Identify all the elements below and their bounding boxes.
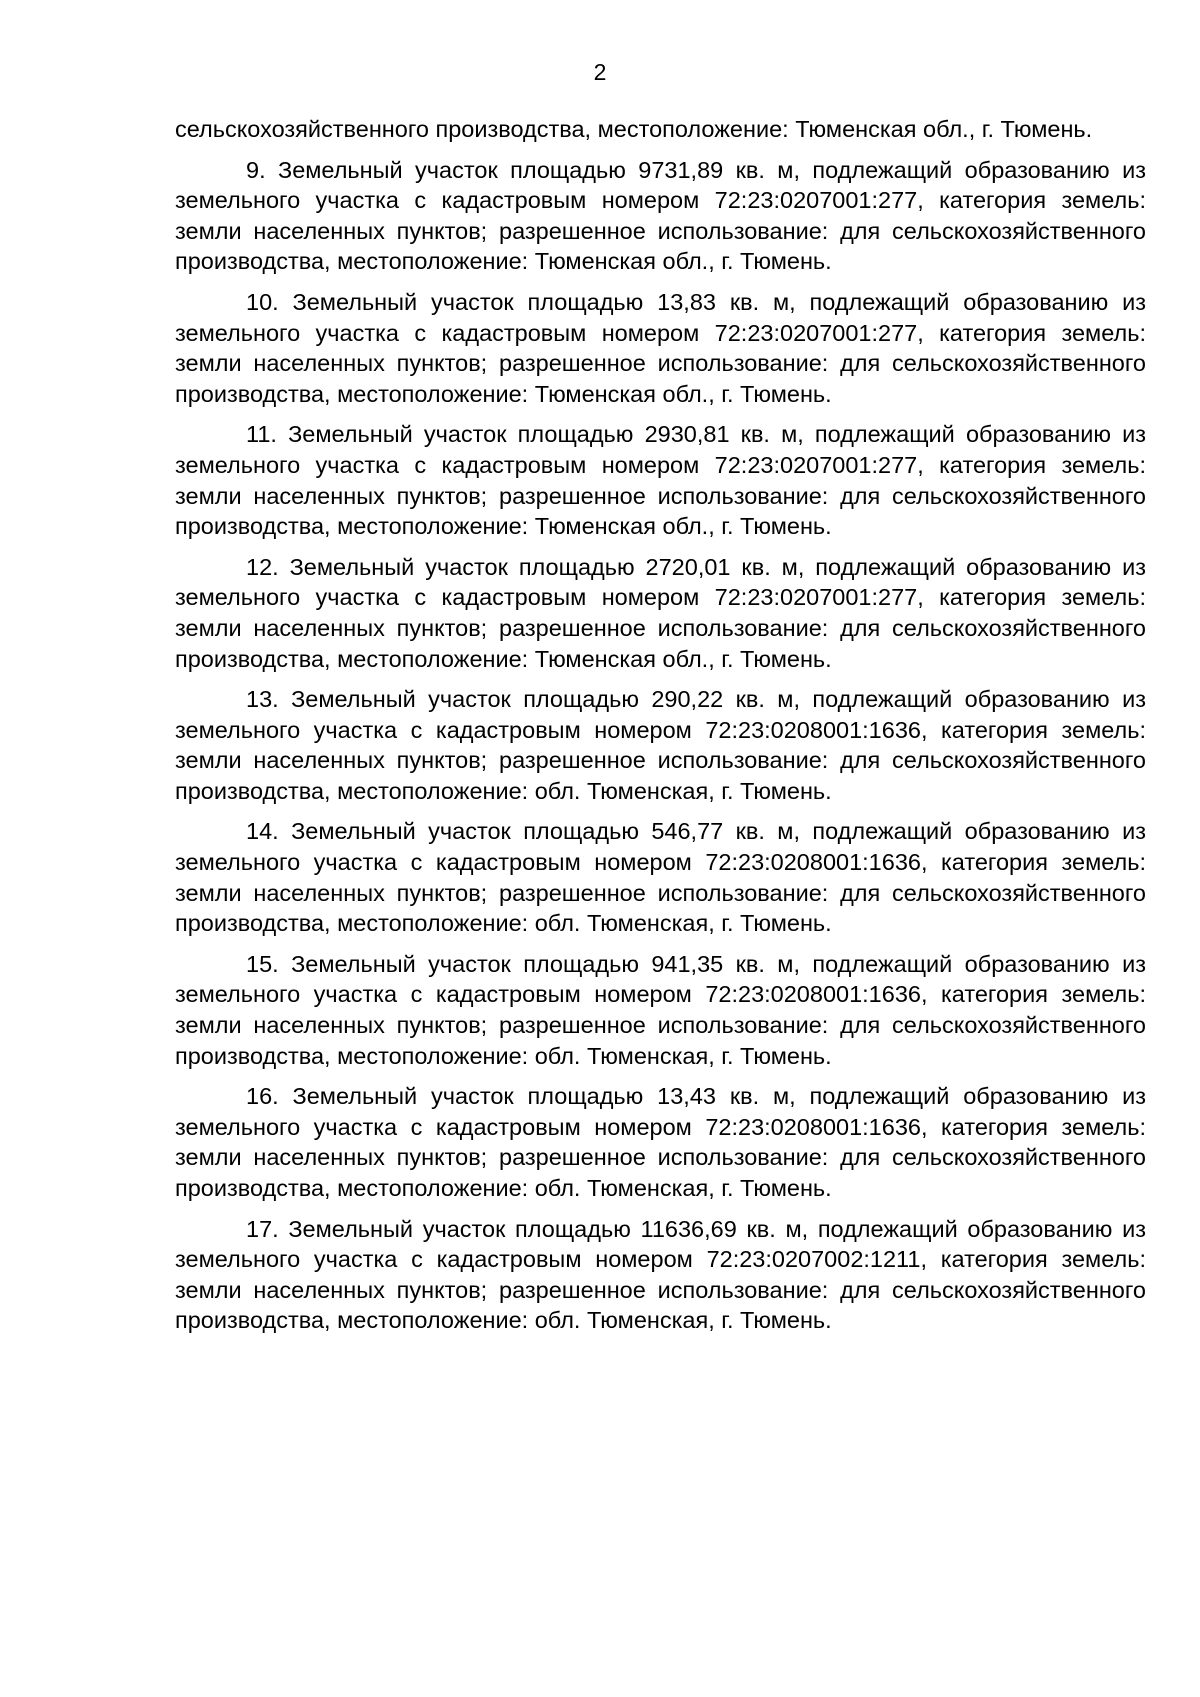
- paragraph-item-11: 11. Земельный участок площадью 2930,81 кв. м, подлежащий образованию из земельного участка с кадастровым номером 72:23:0207001:277, категория земель: земли населенных пунктов; разрешенное использование: для сельскохозяйственного производства, местоположение: Тюменская обл., г. Тюмень.: [175, 421, 1146, 540]
- paragraph-item-12: 12. Земельный участок площадью 2720,01 кв. м, подлежащий образованию из земельного участка с кадастровым номером 72:23:0207001:277, категория земель: земли населенных пунктов; разрешенное использование: для сельскохозяйственного производства, местоположение: Тюменская обл., г. Тюмень.: [175, 553, 1146, 672]
- paragraph-item-9: 9. Земельный участок площадью 9731,89 кв. м, подлежащий образованию из земельного участка с кадастровым номером 72:23:0207001:277, категория земель: земли населенных пунктов; разрешенное использование: для сельскохозяйственного производства, местоположение: Тюменская обл., г. Тюмень.: [175, 156, 1146, 275]
- paragraph-continuation: сельскохозяйственного производства, местоположение: Тюменская обл., г. Тюмень.: [175, 116, 1093, 142]
- paragraph-item-13: 13. Земельный участок площадью 290,22 кв. м, подлежащий образованию из земельного участка с кадастровым номером 72:23:0208001:1636, категория земель: земли населенных пунктов; разрешенное использование: для сельскохозяйственного производства, местоположение: обл. Тюменская, г. Тюмень.: [175, 686, 1146, 804]
- paragraph-item-16: 16. Земельный участок площадью 13,43 кв. м, подлежащий образованию из земельного участка с кадастровым номером 72:23:0208001:1636, категория земель: земли населенных пунктов; разрешенное использование: для сельскохозяйственного производства, местоположение: обл. Тюменская, г. Тюмень.: [175, 1083, 1146, 1201]
- paragraph-item-17: 17. Земельный участок площадью 11636,69 кв. м, подлежащий образованию из земельного участка с кадастровым номером 72:23:0207002:1211, категория земель: земли населенных пунктов; разрешенное использование: для сельскохозяйственного производства, местоположение: обл. Тюменская, г. Тюмень.: [175, 1215, 1146, 1334]
- document-body: [175, 114, 1146, 1346]
- page-number: 2: [593, 59, 607, 85]
- paragraph-item-15: 15. Земельный участок площадью 941,35 кв. м, подлежащий образованию из земельного участка с кадастровым номером 72:23:0208001:1636, категория земель: земли населенных пунктов; разрешенное использование: для сельскохозяйственного производства, местоположение: обл. Тюменская, г. Тюмень.: [175, 950, 1146, 1069]
- paragraph-item-10: 10. Земельный участок площадью 13,83 кв. м, подлежащий образованию из земельного участка с кадастровым номером 72:23:0207001:277, категория земель: земли населенных пунктов; разрешенное использование: для сельскохозяйственного производства, местоположение: Тюменская обл., г. Тюмень.: [175, 288, 1146, 407]
- paragraph-item-14: 14. Земельный участок площадью 546,77 кв. м, подлежащий образованию из земельного участка с кадастровым номером 72:23:0208001:1636, категория земель: земли населенных пунктов; разрешенное использование: для сельскохозяйственного производства, местоположение: обл. Тюменская, г. Тюмень.: [175, 818, 1146, 937]
